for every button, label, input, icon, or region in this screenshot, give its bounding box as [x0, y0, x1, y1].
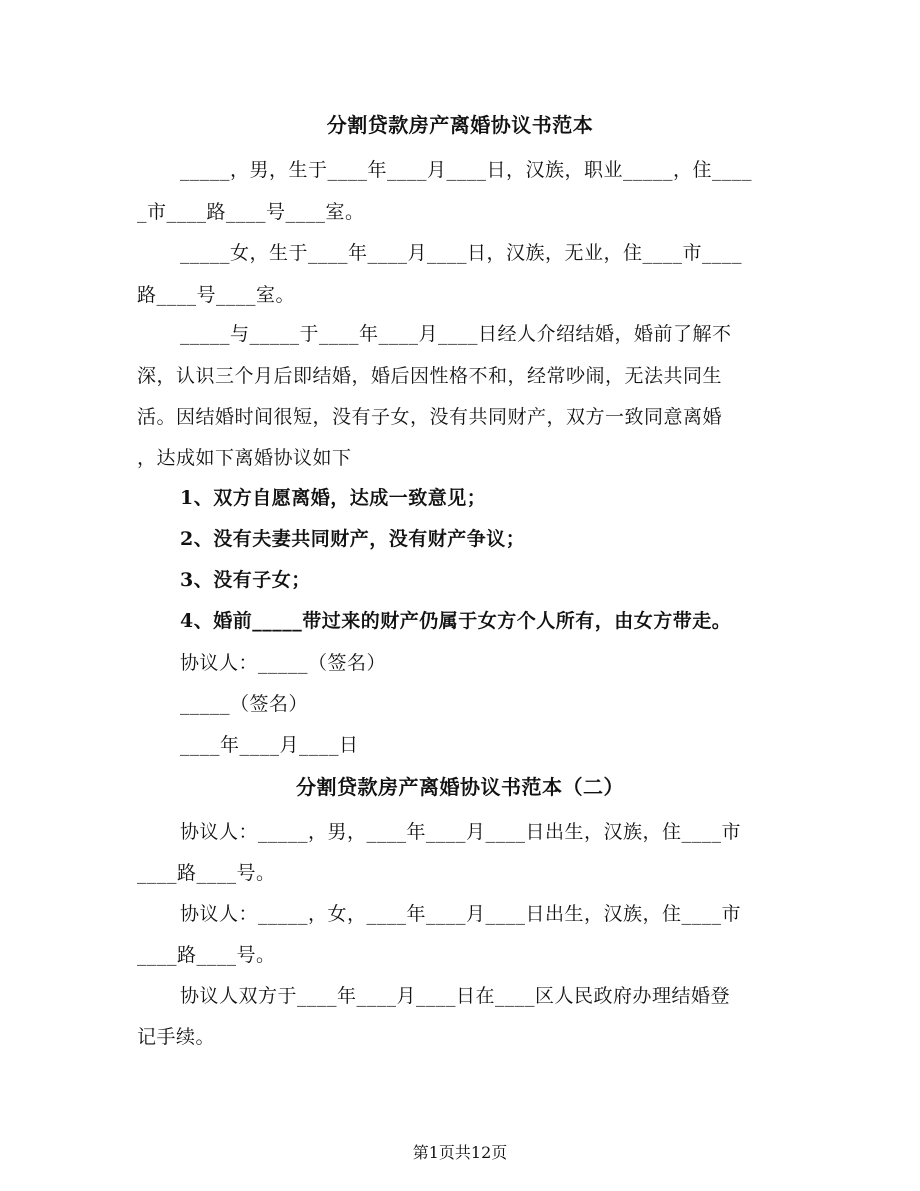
- text-line: _____，男，生于____年____月____日，汉族，职业_____，住____: [180, 159, 753, 181]
- term-item: 4、婚前_____带过来的财产仍属于女方个人所有，由女方带走。: [180, 610, 732, 632]
- text-line: 路____号____室。: [137, 284, 296, 306]
- text-line: ，达成如下离婚协议如下: [137, 447, 352, 469]
- text-line: _____女，生于____年____月____日，汉族，无业，住____市____: [180, 242, 743, 264]
- signature-line-2: _____（签名）: [180, 693, 309, 715]
- page-title: 分割贷款房产离婚协议书范本: [326, 113, 594, 137]
- text-line: ____路____号。: [137, 944, 276, 966]
- text-line: _____与_____于____年____月____日经人介绍结婚，婚前了解不: [180, 323, 732, 345]
- text-line: _市____路____号____室。: [137, 201, 365, 223]
- term-item: 1、双方自愿离婚，达成一致意见；: [180, 487, 487, 509]
- page-indicator: 第1页共12页: [412, 1143, 508, 1162]
- term-item: 3、没有子女；: [180, 569, 311, 591]
- text-line: 协议人双方于____年____月____日在____区人民政府办理结婚登: [180, 985, 731, 1007]
- text-line: 协议人：_____，女，____年____月____日出生，汉族，住____市: [180, 903, 742, 925]
- signature-line-1: 协议人：_____（签名）: [180, 652, 387, 674]
- section-title: 分割贷款房产离婚协议书范本（二）: [296, 775, 624, 799]
- term-item: 2、没有夫妻共同财产，没有财产争议；: [180, 528, 526, 550]
- text-line: 协议人：_____，男，____年____月____日出生，汉族，住____市: [180, 821, 742, 843]
- text-line: 活。因结婚时间很短，没有子女，没有共同财产，双方一致同意离婚: [137, 406, 723, 428]
- text-line: 深，认识三个月后即结婚，婚后因性格不和，经常吵闹，无法共同生: [137, 365, 723, 387]
- text-line: ____路____号。: [137, 862, 276, 884]
- text-line: 记手续。: [137, 1026, 216, 1048]
- date-line: ____年____月____日: [180, 734, 359, 756]
